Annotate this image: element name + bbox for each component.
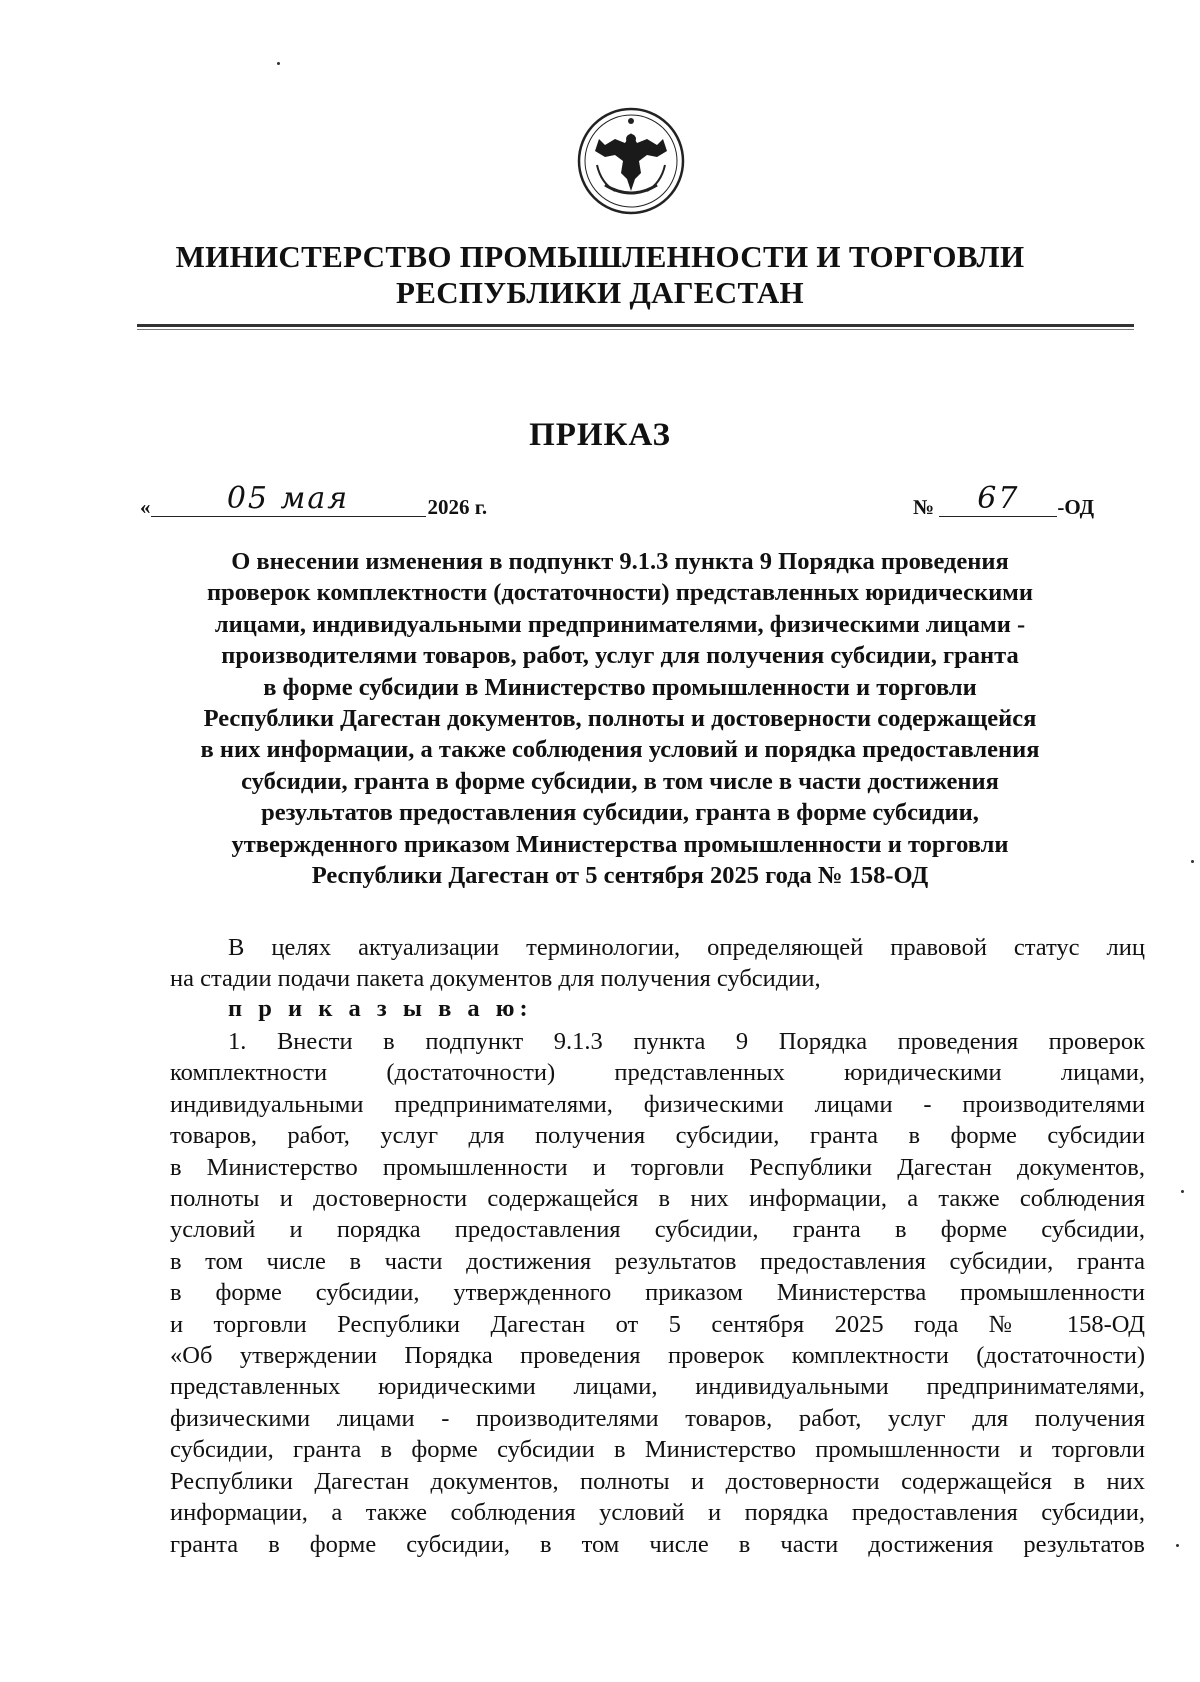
subject-line: Республики Дагестан документов, полноты и достоверности содержащейся [203, 705, 1037, 733]
body-line: в форме субсидии, утвержденного приказом Министерства промышленности [170, 1279, 1145, 1307]
subject-line: субсидии, гранта в форме субсидии, в том числе в части достижения [241, 767, 999, 795]
preamble-paragraph [170, 932, 1145, 995]
body-line: Республики Дагестан документов, полноты и достоверности содержащейся в них [170, 1467, 1145, 1495]
subject-line: в них информации, а также соблюдения условий и порядка предоставления [200, 736, 1040, 764]
handwritten-number: 67 [977, 481, 1020, 516]
body-line: информации, а также соблюдения условий и порядка предоставления субсидии, [170, 1499, 1145, 1527]
subject-line: в форме субсидии в Министерство промышленности и торговли [263, 673, 977, 701]
document-type-title: ПРИКАЗ [529, 417, 671, 453]
body-line: физическими лицами - производителями товаров, работ, услуг для получения [170, 1404, 1145, 1432]
ministry-name-line1: МИНИСТЕРСТВО ПРОМЫШЛЕННОСТИ И ТОРГОВЛИ [175, 239, 1025, 274]
body-line: в том числе в части достижения результатов предоставления субсидии, гранта [170, 1247, 1145, 1275]
body-line: и торговли Республики Дагестан от 5 сентября 2025 года № 158-ОД [170, 1310, 1145, 1338]
scan-speck [1181, 1190, 1184, 1193]
body-line: гранта в форме субсидии, в том числе в части достижения результатов [170, 1530, 1145, 1558]
order-directive: п р и к а з ы в а ю: [228, 995, 533, 1022]
subject-line: О внесении изменения в подпункт 9.1.3 пункта 9 Порядка проведения [231, 548, 1009, 575]
scan-speck [1191, 860, 1194, 863]
subject-line: производителями товаров, работ, услуг для получения субсидии, гранта [221, 642, 1019, 670]
item-1-paragraph [170, 1026, 1145, 1560]
body-line: представленных юридическими лицами, индивидуальными предпринимателями, [170, 1373, 1145, 1401]
subject-line: утвержденного приказом Министерства промышленности и торговли [231, 830, 1009, 858]
date-year: 2026 г. [427, 495, 488, 519]
subject-line: проверок комплектности (достаточности) представленных юридическими [206, 579, 1033, 607]
order-date [140, 481, 488, 523]
body-line: В целях актуализации терминологии, определяющей правовой статус лиц [228, 934, 1145, 961]
body-line: комплектности (достаточности) представленных юридическими лицами, [170, 1059, 1145, 1087]
handwritten-date: 05 мая [226, 481, 350, 516]
body-line: на стадии подачи пакета документов для получения субсидии, [170, 965, 821, 993]
body-line: 1. Внести в подпункт 9.1.3 пункта 9 Порядка проведения проверок [228, 1028, 1145, 1055]
scan-speck [1176, 1544, 1179, 1547]
scan-speck [277, 62, 280, 65]
body-line: в Министерство промышленности и торговли Республики Дагестан документов, [170, 1153, 1145, 1181]
body-line: условий и порядка предоставления субсидии, гранта в форме субсидии, [170, 1216, 1145, 1244]
body-line: товаров, работ, услуг для получения субсидии, гранта в форме субсидии [170, 1122, 1145, 1150]
ministry-name-line2: РЕСПУБЛИКИ ДАГЕСТАН [396, 275, 804, 310]
order-subject [140, 546, 1100, 891]
body-line: полноты и достоверности содержащейся в них информации, а также соблюдения [170, 1185, 1145, 1213]
header-divider [137, 324, 1134, 327]
dagestan-coat-of-arms-icon [575, 105, 687, 217]
subject-line: Республики Дагестан от 5 сентября 2025 года № 158-ОД [311, 862, 929, 890]
order-number [913, 481, 1095, 523]
body-line: индивидуальными предпринимателями, физическими лицами - производителями [170, 1090, 1145, 1118]
header-divider-thin [137, 329, 1134, 330]
subject-line: результатов предоставления субсидии, гранта в форме субсидии, [261, 799, 979, 827]
number-suffix: -ОД [1057, 495, 1095, 519]
body-line: субсидии, гранта в форме субсидии в Министерство промышленности и торговли [170, 1436, 1145, 1464]
body-line: «Об утверждении Порядка проведения проверок комплектности (достаточности) [170, 1342, 1145, 1370]
number-sign: № [913, 495, 935, 519]
subject-line: лицами, индивидуальными предпринимателями, физическими лицами - [214, 610, 1026, 638]
date-open-quote: « [140, 495, 151, 519]
